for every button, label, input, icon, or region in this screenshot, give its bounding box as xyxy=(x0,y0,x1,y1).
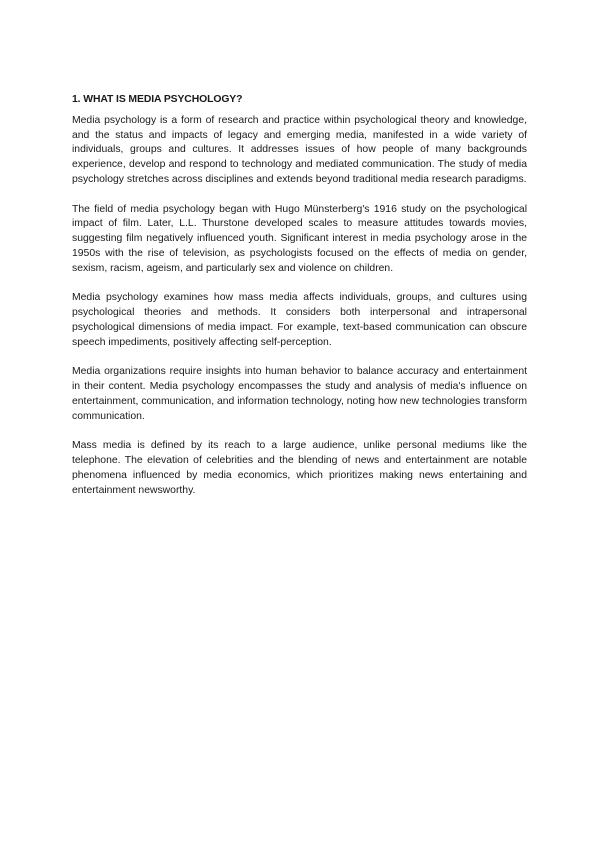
paragraph-definition: Media psychology is a form of research and practice within psychological theory and knowledge, and the status and impacts of legacy and emerging media, manifested in a wide variety of individuals, groups and cultures. It addresses issues of how people of many backgrounds experience, develop and respond to technology and mediated communication. The study of media psychology stretches across disciplines and extends beyond traditional media research paradigms. xyxy=(72,114,527,185)
paragraph-history: The field of media psychology began with Hugo Münsterberg's 1916 study on the psychological impact of film. Later, L.L. Thurstone developed scales to measure attitudes towards movies, suggesting film negatively influenced youth. Significant interest in media psychology arose in the 1950s with the rise of television, as psychologists focused on the effects of media on gender, sexism, racism, ageism, and particularly sex and violence on children. xyxy=(72,203,527,274)
section-heading: 1. WHAT IS MEDIA PSYCHOLOGY? xyxy=(72,94,243,105)
paragraph-mass-media: Mass media is defined by its reach to a large audience, unlike personal mediums like the telephone. The elevation of celebrities and the blending of news and entertainment are notable phenomena influenced by media economics, which prioritizes making news entertaining and entertainment newsworthy. xyxy=(72,440,527,496)
paragraph-organizations: Media organizations require insights into human behavior to balance accuracy and entertainment in their content. Media psychology encompasses the study and analysis of media's influence on entertainment, communication, and information technology, noting how new technologies transform communication. xyxy=(72,366,527,422)
paragraph-scope: Media psychology examines how mass media affects individuals, groups, and cultures using psychological theories and methods. It considers both interpersonal and intrapersonal psychological dimensions of media impact. For example, text-based communication can obscure speech impediments, positively affecting self-perception. xyxy=(72,292,527,348)
document-body xyxy=(72,93,527,513)
